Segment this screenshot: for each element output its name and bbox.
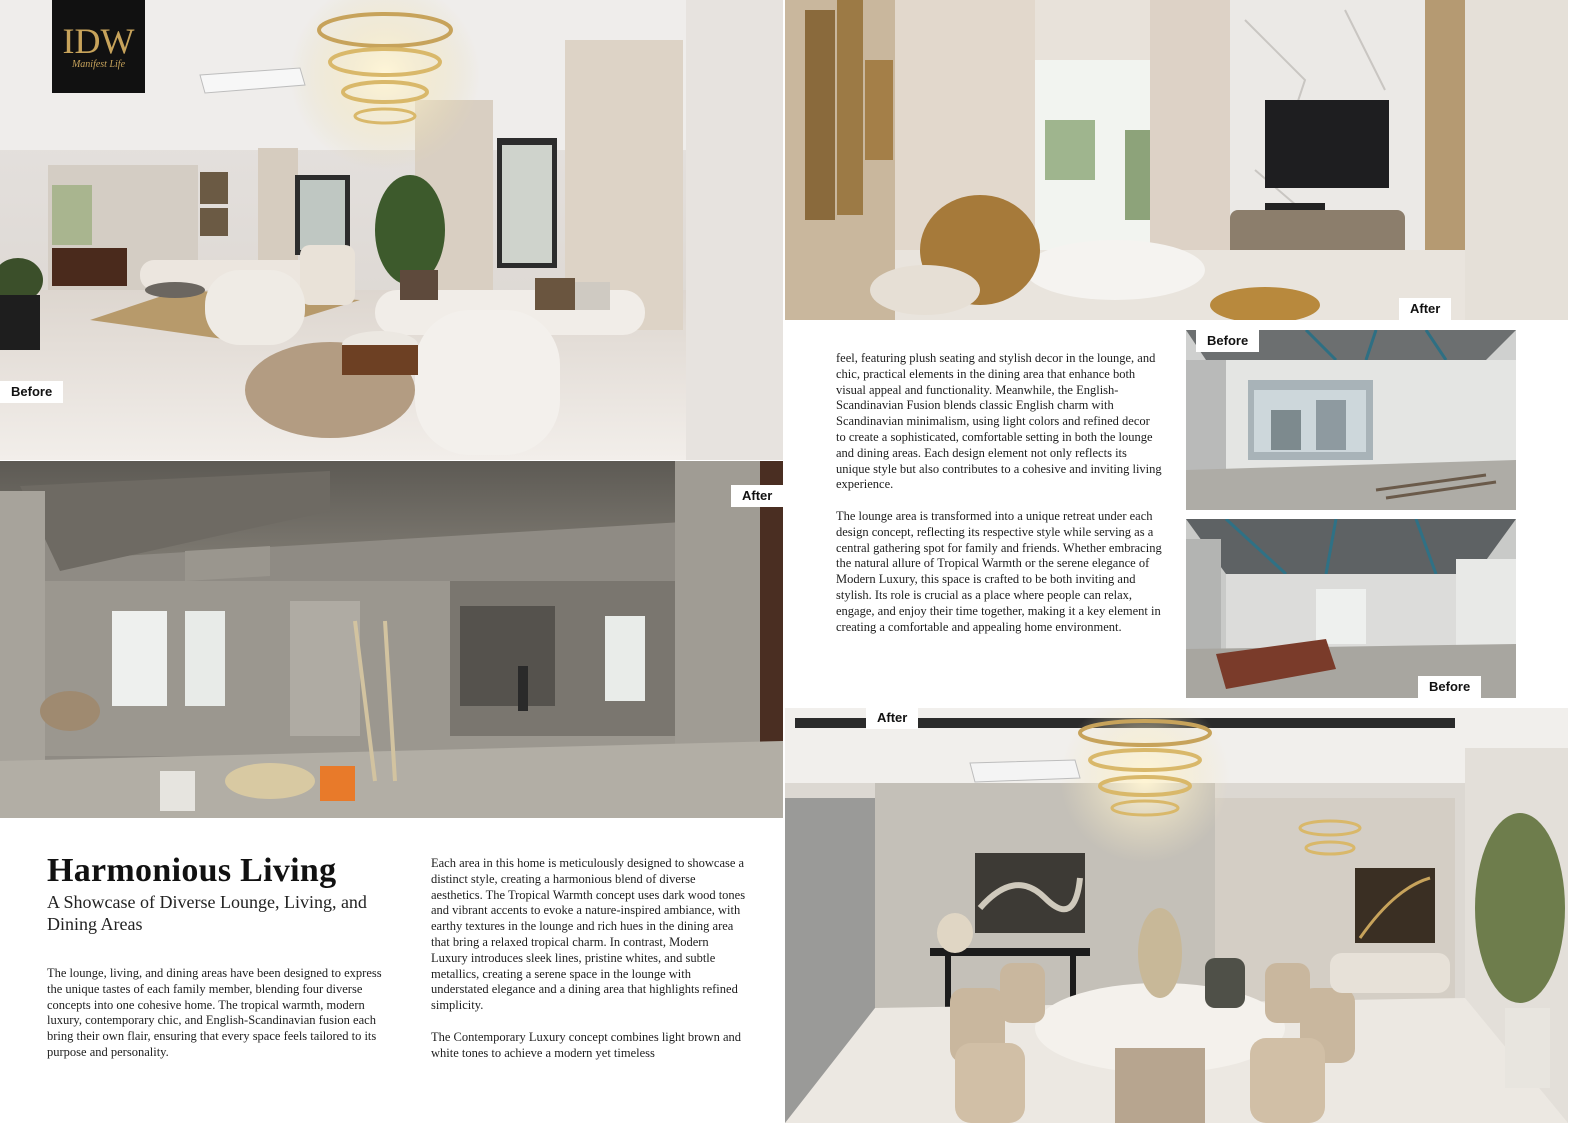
brand-mark: IDW (62, 21, 135, 61)
before-label: Before (1418, 676, 1481, 698)
brand-tagline: Manifest Life (71, 59, 126, 70)
before-label: Before (0, 381, 63, 403)
construction-before-photo (0, 461, 783, 818)
paragraph: The lounge area is transformed into a unique retreat under each design concept, reflecting its respective style while serving as a central gathering spot for family and friends. Whether embracing the natural allure of Tropical Warmth or the serene elegance of Modern Luxury, this space is crafted to be both inviting and stylish. Its role is crucial as a place where people can relax, engage, and enjoy their time together, making it a key element in creating a comfortable and appealing home environment. (836, 508, 1162, 634)
tv-lounge-render-photo (785, 0, 1568, 320)
after-label: After (866, 707, 918, 729)
paragraph: Each area in this home is meticulously designed to showcase a distinct style, creating a harmonious blend of diverse aesthetics. The Tropical Warmth concept uses dark wood tones and vibrant accents to evoke a nature-inspired ambiance, with earthy textures in the lounge and rich hues in the dining area that bring a relaxed tropical charm. In contrast, Modern Luxury introduces sleek lines, pristine whites, and subtle metallics, creating a serene space in the lounge with understated elegance and a dining area that highlights refined simplicity. (431, 856, 746, 1013)
paragraph: feel, featuring plush seating and stylish decor in the lounge, and chic, practical elements in the dining area that enhance both visual appeal and functionality. Meanwhile, the English-Scandinavian Fusion blends classic English charm with Scandinavian minimalism, using light colors and refined decor to create a sophisticated, comfortable setting in both the lounge and dining areas. Each design element not only reflects its unique style but also contributes to a cohesive and inviting living experience. (836, 351, 1162, 492)
before-label: Before (1196, 330, 1259, 352)
article-column-2 (431, 856, 746, 1061)
article-subtitle: A Showcase of Diverse Lounge, Living, and Dining Areas (47, 892, 367, 934)
after-label: After (1399, 298, 1451, 320)
after-label: After (731, 485, 783, 507)
article-column-3 (836, 351, 1162, 635)
paragraph: The lounge, living, and dining areas have been designed to express the unique tastes of each family member, blending four diverse concepts into one cohesive home. The tropical warmth, modern luxury, contemporary chic, and English-Scandinavian fusion each bring their own flair, ensuring that every space feels tailored to its purpose and personality. (47, 966, 382, 1059)
dining-room-render-photo (785, 708, 1568, 1123)
brand-logo (52, 0, 145, 93)
paragraph: The Contemporary Luxury concept combines light brown and white tones to achieve a modern yet timeless (431, 1029, 741, 1060)
article-column-1 (47, 966, 387, 1061)
construction-window-before-photo (1186, 330, 1516, 510)
article-title: Harmonious Living (47, 852, 337, 889)
construction-hall-before-photo (1186, 519, 1516, 698)
